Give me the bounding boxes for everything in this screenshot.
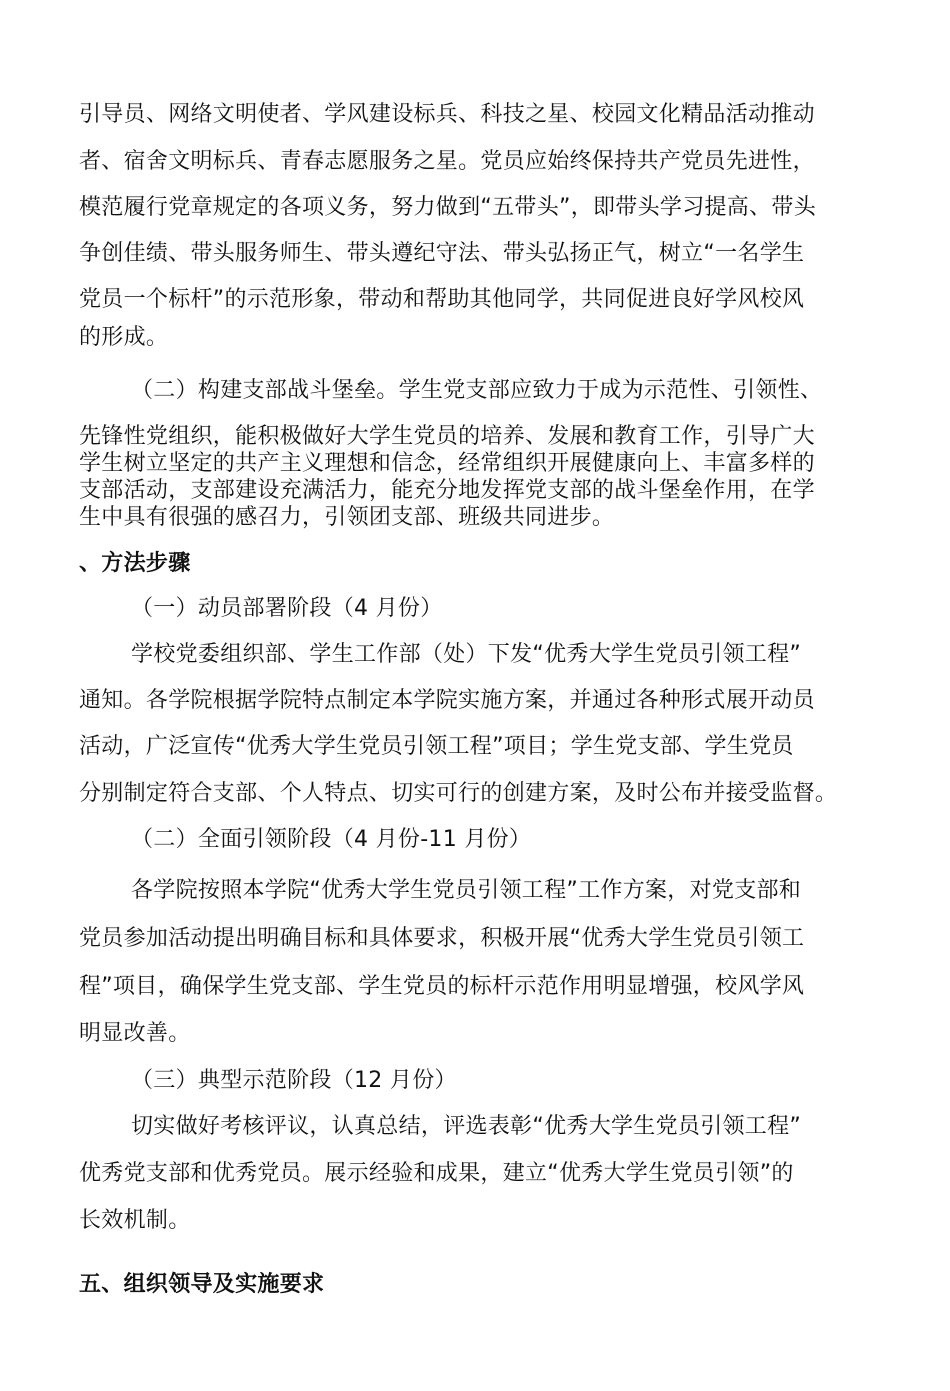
paragraph-1-line-3: 模范履行党章规定的各项义务，努力做到“五带头”，即带头学习提高、带头	[79, 195, 816, 220]
paragraph-2-line-5: 生中具有很强的感召力，引领团支部、班级共同进步。	[79, 505, 615, 530]
stage-1-line-2: 通知。各学院根据学院特点制定本学院实施方案，并通过各种形式展开动员	[79, 688, 815, 713]
paragraph-1-line-2: 者、宿舍文明标兵、青春志愿服务之星。党员应始终保持共产党员先进性，	[79, 149, 815, 174]
paragraph-1-line-4: 争创佳绩、带头服务师生、带头遵纪守法、带头弘扬正气，树立“一名学生	[79, 241, 805, 266]
stage-2-line-3: 程”项目，确保学生党支部、学生党员的标杆示范作用明显增强，校风学风	[79, 974, 805, 999]
stage-3-line-1: 切实做好考核评议，认真总结，评选表彰“优秀大学生党员引领工程”	[131, 1114, 802, 1139]
stage-2-title: （二）全面引领阶段（4 月份-11 月份）	[131, 827, 532, 852]
paragraph-1-line-6: 的形成。	[79, 325, 169, 350]
stage-1-line-4: 分别制定符合支部、个人特点、切实可行的创建方案，及时公布并接受监督。	[79, 781, 838, 806]
paragraph-2-line-4: 支部活动，支部建设充满活力，能充分地发挥党支部的战斗堡垒作用，在学	[79, 478, 815, 503]
stage-3-line-2: 优秀党支部和优秀党员。展示经验和成果，建立“优秀大学生党员引领”的	[79, 1161, 794, 1186]
paragraph-1-line-1: 引导员、网络文明使者、学风建设标兵、科技之星、校园文化精品活动推动	[79, 102, 815, 127]
stage-1-line-1: 学校党委组织部、学生工作部（处）下发“优秀大学生党员引领工程”	[131, 642, 802, 667]
paragraph-2-line-1: （二）构建支部战斗堡垒。学生党支部应致力于成为示范性、引领性、	[131, 378, 823, 403]
section-heading-organization: 五、组织领导及实施要求	[79, 1272, 325, 1297]
paragraph-2-line-3: 学生树立坚定的共产主义理想和信念，经常组织开展健康向上、丰富多样的	[79, 451, 815, 476]
stage-3-line-3: 长效机制。	[79, 1208, 191, 1233]
stage-1-line-3: 活动，广泛宣传“优秀大学生党员引领工程”项目；学生党支部、学生党员	[79, 734, 794, 759]
stage-2-line-2: 党员参加活动提出明确目标和具体要求，积极开展“优秀大学生党员引领工	[79, 926, 805, 951]
stage-2-line-4: 明显改善。	[79, 1021, 191, 1046]
stage-1-title: （一）动员部署阶段（4 月份）	[131, 596, 443, 621]
section-heading-methods: 、方法步骤	[79, 551, 191, 576]
stage-3-title: （三）典型示范阶段（12 月份）	[131, 1068, 457, 1093]
paragraph-2-line-2: 先锋性党组织，能积极做好大学生党员的培养、发展和教育工作，引导广大	[79, 424, 815, 449]
stage-2-line-1: 各学院按照本学院“优秀大学生党员引领工程”工作方案，对党支部和	[131, 878, 802, 903]
paragraph-1-line-5: 党员一个标杆”的示范形象，带动和帮助其他同学，共同促进良好学风校风	[79, 287, 805, 312]
